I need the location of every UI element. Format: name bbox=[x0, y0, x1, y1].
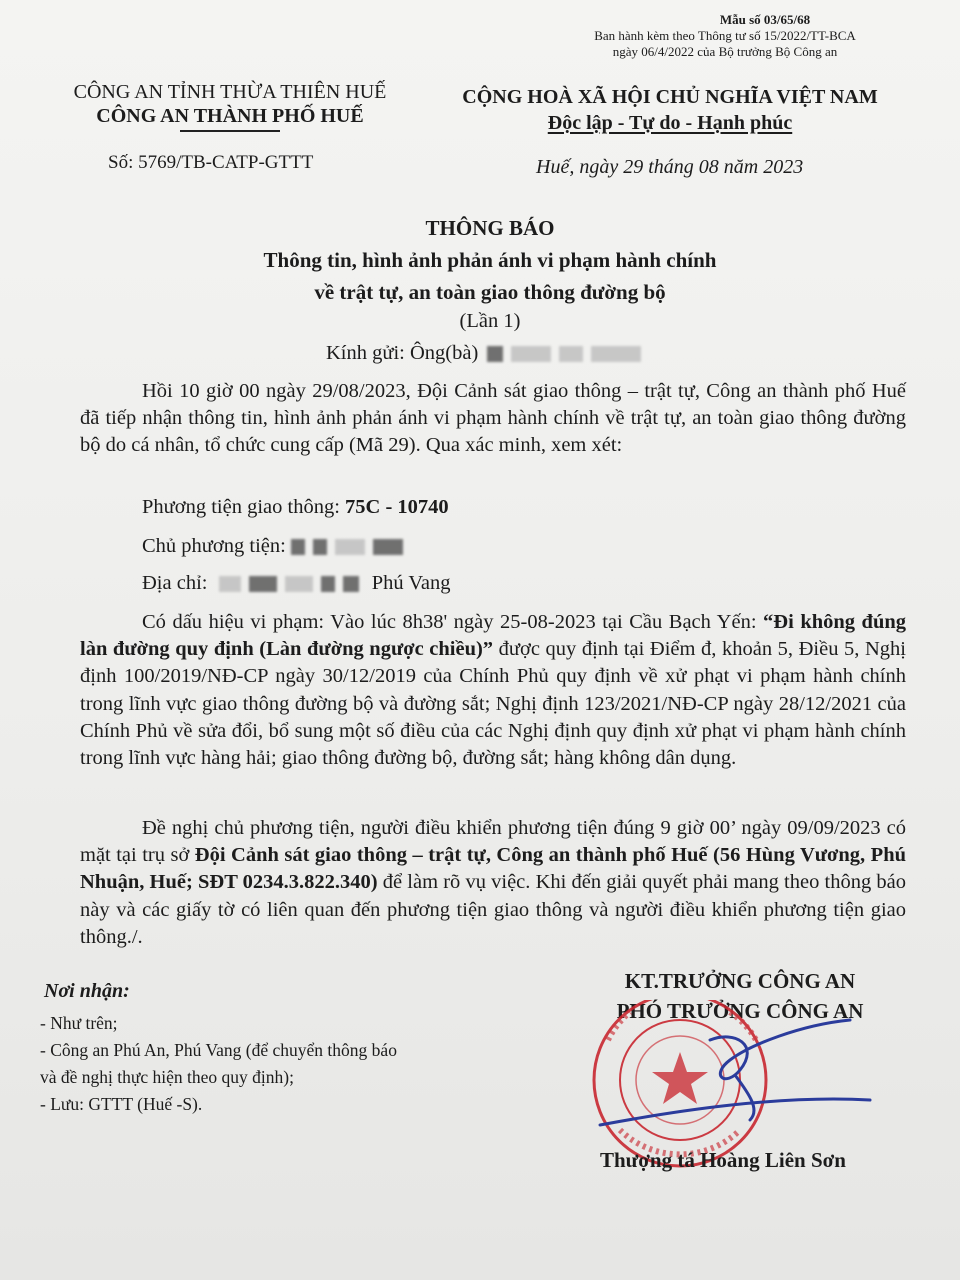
notice-round: (Lần 1) bbox=[459, 310, 521, 332]
owner-label: Chủ phương tiện: bbox=[142, 535, 291, 557]
recipient-item: - Như trên; bbox=[40, 1013, 118, 1033]
form-reference-line2: ngày 06/4/2022 của Bộ trưởng Bộ Công an bbox=[612, 44, 838, 59]
violation-description: “Đi không đúng làn đường quy định (Làn đường ngược chiều)” bbox=[80, 611, 906, 661]
request-paragraph bbox=[80, 815, 906, 951]
recipients-heading: Nơi nhận: bbox=[44, 980, 130, 1002]
redacted-mark bbox=[591, 346, 641, 362]
address-tail: Phú Vang bbox=[371, 572, 451, 594]
violation-paragraph bbox=[80, 609, 906, 772]
redacted-mark bbox=[335, 539, 365, 555]
request-rest: để làm rõ vụ việc. Khi đến giải quyết phải mang theo thông báo này và các giấy tờ có liên quan đến phương tiện giao thông và người điều khiển phương tiện giao thông./. bbox=[80, 871, 906, 948]
recipients-list bbox=[40, 1010, 397, 1118]
notice-title-sub1: Thông tin, hình ảnh phản ánh vi phạm hành chính bbox=[263, 248, 717, 272]
redacted-mark bbox=[487, 346, 503, 362]
agency-underline bbox=[180, 130, 280, 132]
signer-line2: PHÓ TRƯỞNG CÔNG AN bbox=[616, 999, 864, 1023]
redacted-mark bbox=[373, 539, 403, 555]
intro-paragraph: Hồi 10 giờ 00 ngày 29/08/2023, Đội Cảnh sát giao thông – trật tự, Công an thành phố Huế đã tiếp nhận thông tin, hình ảnh phản ánh vi phạm hành chính về trật tự, an toàn giao thông đường bộ do cá nhân, tổ chức cung cấp (Mã 29). Qua xác minh, xem xét: bbox=[80, 380, 906, 457]
violation-legal-basis: được quy định tại Điểm đ, khoản 5, Điều 5, Nghị định 100/2019/NĐ-CP ngày 30/12/2019 của Chính Phủ quy định về xử phạt vi phạm hành chính trong lĩnh vực giao thông đường bộ và đường sắt; Nghị định 123/2021/NĐ-CP ngày 28/12/2021 của Chính Phủ về sửa đổi, bổ sung một số điều của các Nghị định quy định xử phạt vi phạm hành chính trong lĩnh vực hàng hải; giao thông đường bộ, đường sắt; hàng không dân dụng. bbox=[80, 638, 906, 770]
address-label: Địa chỉ: bbox=[142, 572, 208, 594]
notice-title-main: THÔNG BÁO bbox=[425, 216, 555, 240]
vehicle-plate: 75C - 10740 bbox=[345, 496, 449, 518]
vehicle-label: Phương tiện giao thông: bbox=[142, 496, 346, 518]
agency-header bbox=[40, 80, 420, 132]
owner-line bbox=[142, 533, 411, 560]
issue-date: Huế, ngày 29 tháng 08 năm 2023 bbox=[536, 156, 804, 178]
signer-line1: KT.TRƯỞNG CÔNG AN bbox=[624, 969, 856, 993]
redacted-mark bbox=[321, 576, 335, 592]
nation-motto: Độc lập - Tự do - Hạnh phúc bbox=[547, 112, 793, 134]
recipient-item: và đề nghị thực hiện theo quy định); bbox=[40, 1067, 294, 1087]
recipient-item: - Lưu: GTTT (Huế -S). bbox=[40, 1094, 203, 1114]
nation-header bbox=[430, 84, 910, 136]
recipient-label: Kính gửi: Ông(bà) bbox=[326, 342, 479, 364]
agency-parent: CÔNG AN TỈNH THỪA THIÊN HUẾ bbox=[73, 81, 387, 103]
redacted-mark bbox=[249, 576, 277, 592]
request-location: Đội Cảnh sát giao thông – trật tự, Công an thành phố Huế (56 Hùng Vương, Phú Nhuận, Huế; SĐT 0234.3.822.340) bbox=[80, 844, 906, 894]
form-reference-line1: Ban hành kèm theo Thông tư số 15/2022/TT-BCA bbox=[594, 28, 856, 43]
redacted-mark bbox=[559, 346, 583, 362]
form-code: Mẫu số 03/65/68 bbox=[719, 12, 811, 27]
recipient-item: - Công an Phú An, Phú Vang (để chuyển thông báo bbox=[40, 1040, 397, 1060]
nation-name: CỘNG HOÀ XÃ HỘI CHỦ NGHĨA VIỆT NAM bbox=[462, 86, 878, 108]
redacted-mark bbox=[219, 576, 241, 592]
document-number: Số: 5769/TB-CATP-GTTT bbox=[108, 152, 314, 173]
recipient-line bbox=[326, 340, 649, 367]
redacted-mark bbox=[343, 576, 359, 592]
redacted-mark bbox=[291, 539, 305, 555]
signer-name: Thượng tá Hoàng Liên Sơn bbox=[600, 1148, 846, 1172]
form-reference bbox=[560, 12, 890, 60]
notice-title-sub2: về trật tự, an toàn giao thông đường bộ bbox=[314, 280, 666, 304]
request-lead: Đề nghị chủ phương tiện, người điều khiển phương tiện đúng 9 giờ 00’ ngày 09/09/2023 có mặt tại trụ sở bbox=[80, 817, 906, 867]
violation-lead: Có dấu hiệu vi phạm: Vào lúc 8h38' ngày 25-08-2023 tại Cầu Bạch Yến: bbox=[142, 611, 764, 633]
agency-name: CÔNG AN THÀNH PHỐ HUẾ bbox=[96, 105, 364, 127]
notice-title bbox=[0, 212, 960, 308]
vehicle-line bbox=[142, 494, 449, 521]
redacted-mark bbox=[511, 346, 551, 362]
redacted-mark bbox=[285, 576, 313, 592]
address-line bbox=[142, 570, 451, 597]
redacted-mark bbox=[313, 539, 327, 555]
